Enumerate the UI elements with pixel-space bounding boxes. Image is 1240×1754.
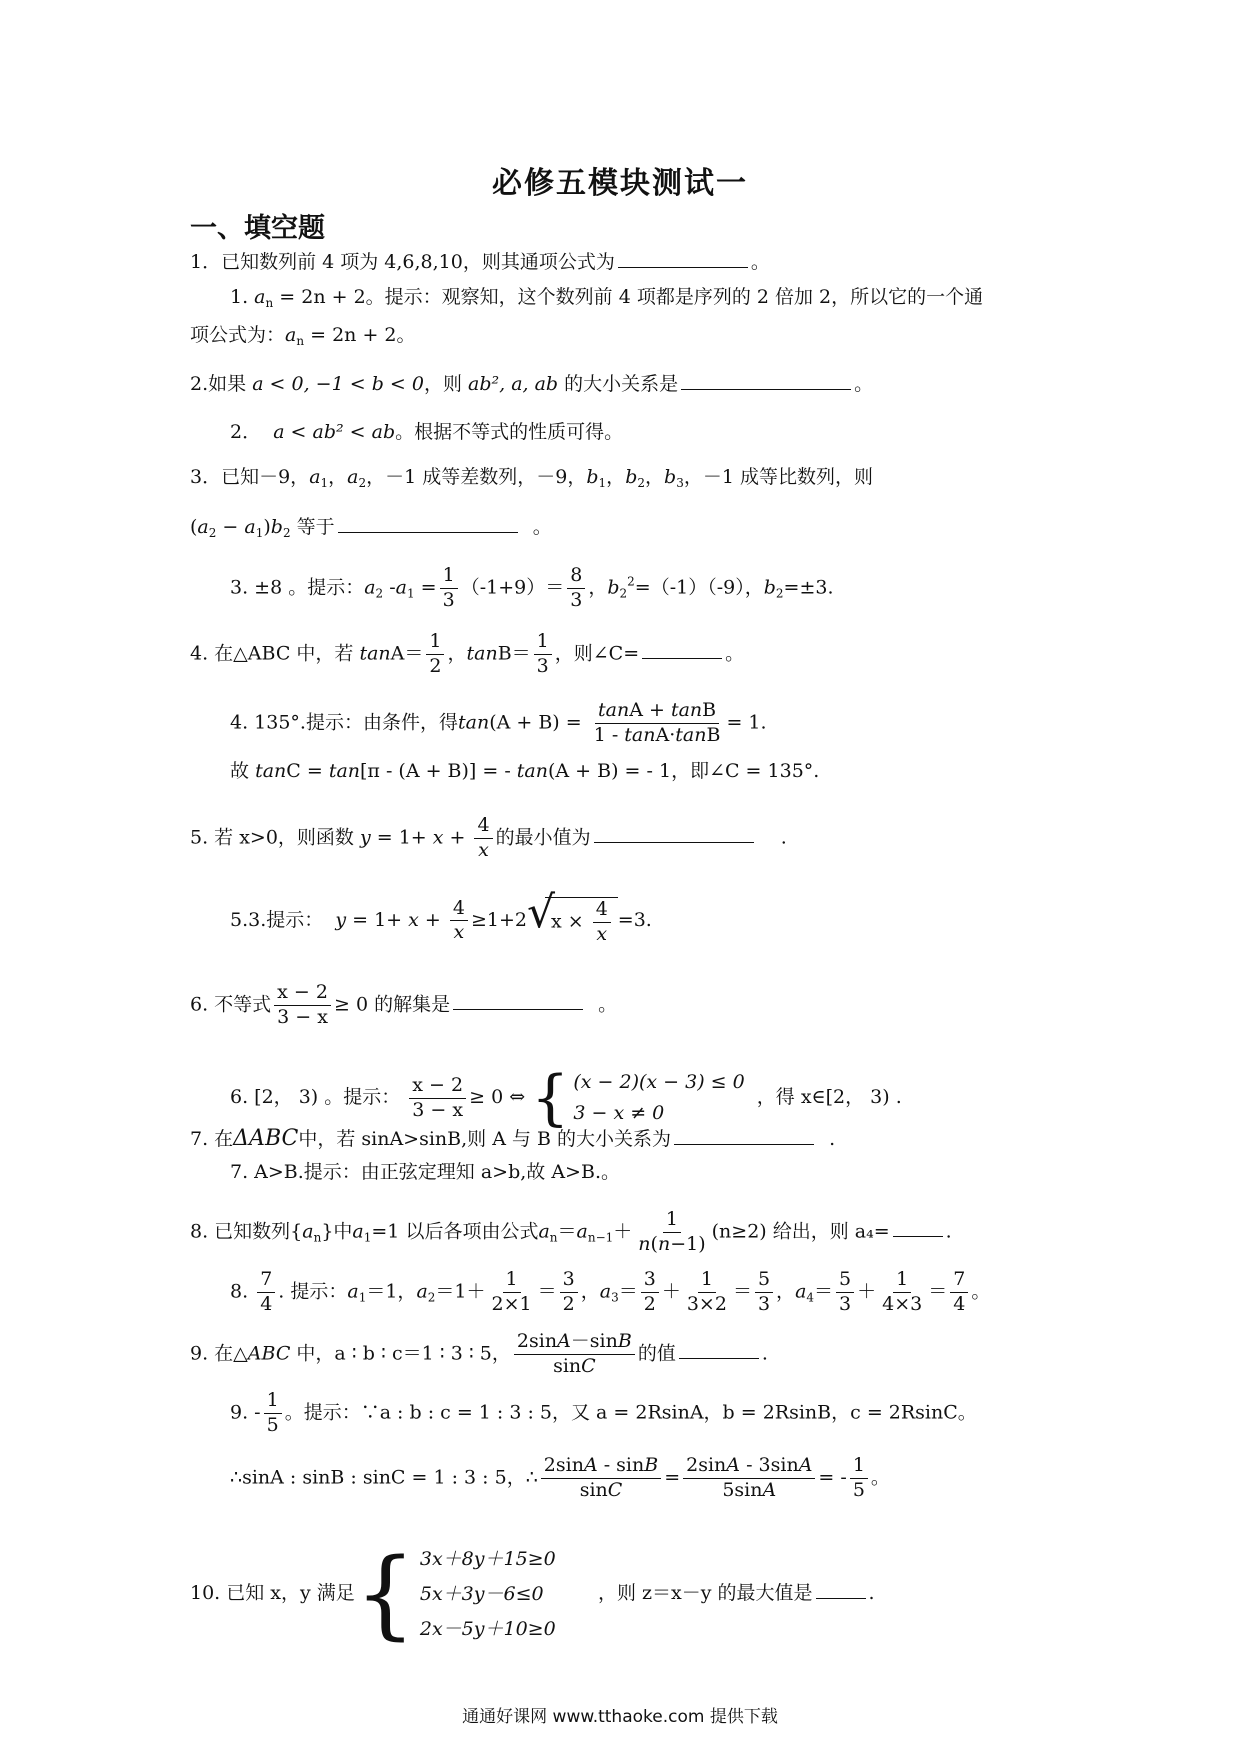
answer-blank [681,373,851,390]
answer-1-cont: 项公式为：$a_n = 2n + 2$。 [190,324,416,348]
question-8: 8. 已知数列$\{a_n\}$中$a_1=1$ 以后各项由公式$a_n=a_{n-1}+$ $\frac{1}{n(n-1)}$ (n≥2) 给出，则 a₄= . [190,1208,952,1255]
answer-3: 3. ±8 。提示：$a_2$ $-a_1$ = $\frac{1}{3}$ （-1+9）＝ $\frac{8}{3}$ ，$b_2^2=(-1)(-9)$，$b_2=\pm 3$. [230,564,834,611]
answer-6: 6. [2， 3) 。提示： $\frac{x - 2}{3 - x}$ ≥ 0 ⇔ { (x − 2)(x − 3) ≤ 0 3 − x ≠ 0 ，得 x∈[2， 3) . [230,1063,902,1133]
answer-blank [338,516,518,533]
answer-5: 5.3.提示： y = 1+ x + $\frac{4}{x}$ ≥1+2 √ x × $\frac{4}{x}$ =3. [230,887,652,945]
answer-7: 7. A>B.提示：由正弦定理知 a>b,故 A>B.。 [230,1161,620,1183]
question-9: 9. 在△ABC 中，a ∶ b ∶ c＝1 ∶ 3 ∶ 5， $\frac{2\sin A-\sin B}{\sin C}$ 的值 . [190,1330,768,1377]
answer-blank [453,993,583,1010]
question-7: 7. 在ΔABC中，若 sinA>sinB,则 A 与 B 的大小关系为 . [190,1126,836,1151]
answer-blank [618,251,748,268]
answer-blank [893,1220,943,1237]
page-title: 必修五模块测试一 [492,166,748,201]
question-2: 2.如果 a < 0, −1 < b < 0，则 ab², a, ab 的大小关系是 。 [190,373,874,395]
answer-2: 2． a < ab² < ab。根据不等式的性质可得。 [230,421,624,443]
answer-9-cont: ∴sinA : sinB : sinC = 1 : 3 : 5，∴ $\frac{2\sin A - \sin B}{\sin C}$ = $\frac{2\sin A - 3\sin A}{5\sin A}$ = - $\frac{1}{5}$ 。 [230,1454,890,1501]
answer-blank [594,826,754,843]
answer-blank [674,1128,814,1145]
answer-4: 4. 135°.提示：由条件，得tan(A + B) = $\frac{\tan A + \tan B}{1 - \tan A\cdot\tan B}$ = 1. [230,699,767,746]
question-10: 10. 已知 x，y 满足 { 3x＋8y＋15≥0 5x＋3y－6≤0 2x－5y＋10≥0 ，则 z＝x－y 的最大值是 . [190,1538,875,1650]
answer-4-cont: 故 tanC = tan[π - (A + B)] = - tan(A + B) = - 1，即∠C = 135°. [230,760,820,782]
question-3-cont: $(a_2 - a_1)b_2$ 等于 。 [190,516,552,540]
question-6: 6. 不等式 $\frac{x - 2}{3 - x}$ ≥ 0 的解集是 。 [190,981,618,1028]
question-4: 4. 在△ABC 中，若 tanA＝ $\frac{1}{2}$ ，tanB＝ $\frac{1}{3}$ ，则∠C= 。 [190,630,745,677]
section-heading: 一、填空题 [190,213,325,244]
footer: 通通好课网 www.tthaoke.com 提供下载 [462,1707,778,1727]
answer-9: 9. - $\frac{1}{5}$ 。提示：∵a : b : c = 1 : 3 : 5，又 a = 2RsinA，b = 2RsinB，c = 2RsinC。 [230,1389,977,1436]
answer-blank [642,642,722,659]
answer-1: 1. $a_n = 2n + 2$。提示：观察知，这个数列前 4 项都是序列的 2 倍加 2，所以它的一个通 [230,286,984,310]
question-3: 3．已知－9，$a_1$，$a_2$，－1 成等差数列，－9，$b_1$，$b_2$，$b_3$，－1 成等比数列，则 [190,466,873,490]
answer-8: 8. $\frac{7}{4}$ . 提示：$a_1=1$，$a_2=1+$ $\frac{1}{2\times 1}$ ＝ $\frac{3}{2}$ ，$a_3=$ $\frac{3}{2}$ ＋ $\frac{1}{3\times 2}$ ＝ $\frac{5}{3}$ ，$a_4=$ $\frac{5}{3}$ ＋ $\frac{1}{4\times 3}$ ＝ $\frac{7}{4}$ 。 [230,1268,991,1315]
answer-blank [816,1582,866,1599]
answer-blank [679,1342,759,1359]
question-1: 1．已知数列前 4 项为 4,6,8,10，则其通项公式为 。 [190,251,770,273]
question-5: 5. 若 x>0，则函数 y = 1+ x + $\frac{4}{x}$ 的最小值为 . [190,814,787,861]
